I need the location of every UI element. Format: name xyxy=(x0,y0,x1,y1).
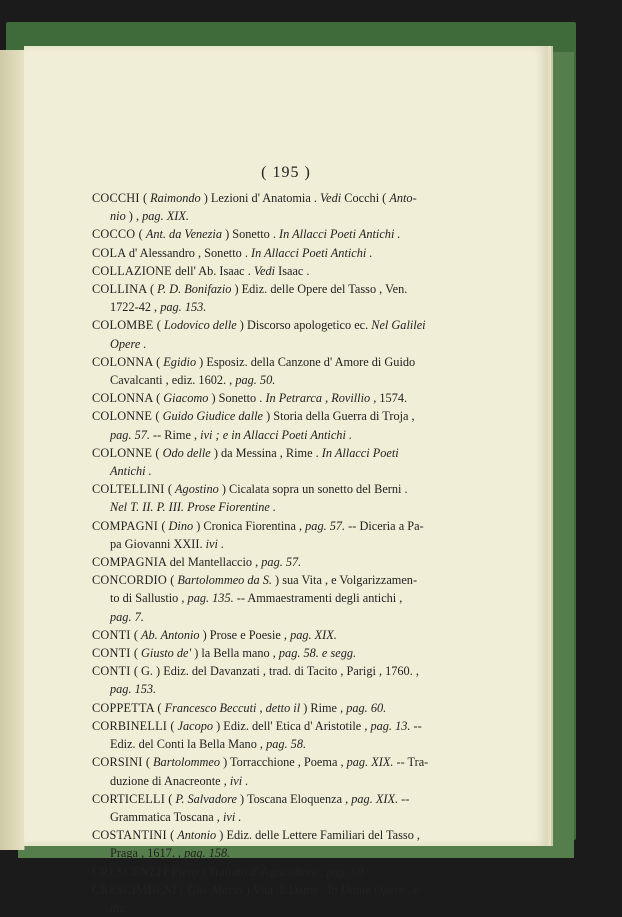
italic-text: Ant. da Venezia xyxy=(145,227,222,242)
entry-heading-line xyxy=(92,407,422,425)
italic-text: Francesco Beccuti , detto il xyxy=(164,700,301,715)
index-entry xyxy=(92,644,422,662)
italic-text: Piero xyxy=(171,864,199,879)
entry-text: ) Prose e Poesie , xyxy=(199,627,291,642)
page-number: ( 195 ) xyxy=(261,164,311,181)
italic-text: Nel Galilei xyxy=(371,318,426,333)
italic-text: P. D. Bonifazio xyxy=(157,282,232,297)
italic-text: ivi . xyxy=(222,809,242,824)
entry-headword: COLLINA xyxy=(92,282,150,297)
entry-text: ) da Messina , Rime . xyxy=(210,445,322,460)
entry-headword: COMPAGNI xyxy=(92,518,162,533)
index-entry xyxy=(92,571,422,626)
entry-headword: COLA xyxy=(92,245,129,260)
index-entry xyxy=(92,480,422,516)
entry-headword: COCCHI xyxy=(92,191,143,205)
entry-text: Ediz. del Conti la Bella Mano , xyxy=(110,737,267,752)
italic-text: In Allacci Poeti Antichi . xyxy=(250,245,373,260)
entry-text: ) Cronica Fiorentina , xyxy=(193,518,306,533)
entry-text: ) Lezioni d' Anatomia . xyxy=(200,191,321,205)
entry-text: ( xyxy=(138,227,146,242)
italic-text: Bartolommeo xyxy=(153,755,220,770)
entry-heading-line xyxy=(92,444,422,462)
italic-text: Anto- xyxy=(389,191,417,205)
entry-text: ( xyxy=(145,755,154,770)
entry-text: -- Tra- xyxy=(393,755,429,770)
entry-headword: COLLAZIONE xyxy=(92,263,176,278)
index-entry xyxy=(92,407,422,443)
entry-headword: COLONNA xyxy=(92,391,157,406)
entry-text: pa Giovanni XXII. xyxy=(110,536,206,551)
entry-heading-line xyxy=(92,353,422,371)
index-entry xyxy=(92,389,422,407)
italic-text: ivi ; e in Allacci Poeti Antichi . xyxy=(200,427,353,442)
entry-continuation-line xyxy=(92,498,422,516)
entry-text: -- xyxy=(410,718,422,733)
italic-text: Giusto de' xyxy=(141,646,192,661)
entry-continuation-line xyxy=(92,535,422,553)
entry-text: ) la Bella mano , xyxy=(191,646,279,661)
entry-headword: CORBINELLI xyxy=(92,718,171,733)
index-entry xyxy=(92,753,429,789)
italic-text: Bartolommeo da S. xyxy=(177,573,272,588)
entry-text: ) Trattato d' Agricoltura , xyxy=(198,864,327,879)
index-entry xyxy=(92,717,422,753)
entry-text: ) Ediz. delle Opere del Tasso , Ven. xyxy=(231,282,408,297)
entry-continuation-line xyxy=(92,426,422,444)
italic-text: pag. 60. xyxy=(346,700,387,715)
entry-text: ( G. ) Ediz. del Davanzati , trad. di Tacito , Parigi , 1760. , xyxy=(133,664,419,679)
italic-text: Guido Giudice dalle xyxy=(162,409,263,424)
entry-heading-line xyxy=(92,826,422,844)
entry-text: ( xyxy=(133,646,142,661)
italic-text: Giacomo xyxy=(163,391,209,406)
italic-text: pag. 153. xyxy=(110,682,157,697)
entry-text: ( xyxy=(149,282,158,297)
italic-text: ivi . xyxy=(229,773,249,788)
italic-text: Antichi . xyxy=(110,464,152,479)
entry-heading-line xyxy=(92,262,422,280)
index-entry xyxy=(92,699,422,717)
index-entry xyxy=(92,790,422,826)
entry-continuation-line xyxy=(92,462,422,480)
entry-text: ) Toscana Eloquenza , xyxy=(236,791,352,806)
entry-headword: CRESCENZI xyxy=(92,864,165,879)
entry-continuation-line xyxy=(92,844,422,862)
facing-page-edge xyxy=(0,50,25,850)
italic-text: pag. XIX. xyxy=(346,755,394,770)
entry-headword: CONTI xyxy=(92,627,134,642)
index-entry xyxy=(92,517,422,553)
index-entry xyxy=(92,626,422,644)
entry-text: -- Diceria a Pa- xyxy=(345,518,424,533)
italic-text: Opere . xyxy=(110,336,147,351)
entry-continuation-line xyxy=(92,207,422,225)
entry-text: duzione di Anacreonte , xyxy=(110,773,230,788)
book-page xyxy=(24,46,548,915)
entry-text: ( xyxy=(155,409,163,424)
entry-text: ) Storia della Guerra di Troja , xyxy=(263,409,415,424)
italic-text: Egidio xyxy=(163,354,197,369)
italic-text: pag. 57. xyxy=(305,518,346,533)
italic-text: Vedi xyxy=(320,191,342,205)
italic-text: pag. XIX. xyxy=(351,791,399,806)
italic-text: pag. 7. xyxy=(110,609,144,624)
italic-text: pag. 135. xyxy=(187,591,234,606)
entry-heading-line xyxy=(92,389,422,407)
index-entry xyxy=(92,280,422,316)
entry-text: ) Esposiz. della Canzone d' Amore di Guido xyxy=(196,354,416,369)
entry-continuation-line xyxy=(92,298,422,316)
entry-text: ) sua Vita , e Volgarizzamen- xyxy=(271,573,418,588)
entry-text: Praga , 1617. , xyxy=(110,846,185,861)
italic-text: In Allacci Poeti Antichi . xyxy=(279,227,401,242)
entry-headword: COPPETTA xyxy=(92,700,158,715)
italic-text: P. Salvadore xyxy=(175,791,237,806)
entry-continuation-line xyxy=(92,589,422,607)
entry-headword: COCCO xyxy=(92,227,139,242)
entry-text: , 1574. xyxy=(370,391,408,406)
index-entry xyxy=(92,881,422,917)
entry-heading-line xyxy=(92,753,429,771)
entry-text: to di Sallustio , xyxy=(110,591,188,606)
italic-text: pag. 57. xyxy=(110,427,150,442)
italic-text: Agostino xyxy=(175,482,219,497)
entry-headword: CONTI xyxy=(92,664,134,679)
italic-text: ivi . xyxy=(205,536,225,551)
entry-headword: CORTICELLI xyxy=(92,791,169,806)
entry-headword: COLONNE xyxy=(92,409,156,424)
italic-text: pag. 153. xyxy=(160,300,207,315)
entry-headword: CONCORDIO xyxy=(92,573,171,588)
italic-text: Odo delle xyxy=(162,445,211,460)
italic-text: pag. 60. xyxy=(326,864,367,879)
entry-text: 1722-42 , xyxy=(110,300,161,315)
index-entries xyxy=(92,189,429,917)
index-entry xyxy=(92,826,422,862)
entry-text: ( xyxy=(142,191,151,205)
entry-continuation-line xyxy=(92,335,422,353)
italic-text: Vedi xyxy=(253,263,276,278)
entry-text: ( xyxy=(170,573,178,588)
entry-text: ( xyxy=(155,445,163,460)
entry-heading-line xyxy=(92,790,422,808)
entry-heading-line xyxy=(92,480,422,498)
italic-text: In Petrarca , Rovillio xyxy=(265,391,371,406)
entry-continuation-line xyxy=(92,772,422,790)
entry-heading-line xyxy=(92,316,426,334)
entry-heading-line xyxy=(92,717,422,735)
entry-text: ) Ediz. dell' Etica d' Aristotile , xyxy=(213,718,371,733)
entry-text: ( xyxy=(157,700,165,715)
italic-text: nio xyxy=(110,209,126,224)
entry-text: ( xyxy=(156,318,164,333)
entry-headword: CONTI xyxy=(92,646,134,661)
index-entry xyxy=(92,316,426,352)
index-entry xyxy=(92,244,422,262)
entry-headword: COMPAGNIA xyxy=(92,555,170,570)
entry-text: ( xyxy=(170,718,178,733)
entry-headword: COLONNE xyxy=(92,445,156,460)
italic-text: Antonio xyxy=(177,828,217,843)
entry-text: ( xyxy=(170,828,178,843)
index-entry xyxy=(92,262,422,280)
italic-text: pag. 57. xyxy=(261,555,302,570)
italic-text: Gio. Mario xyxy=(187,882,243,897)
entry-text: dell' Ab. Isaac . xyxy=(175,263,254,278)
entry-heading-line xyxy=(92,699,422,717)
italic-text: Dino xyxy=(168,518,194,533)
entry-text: Grammatica Toscana , xyxy=(110,809,223,824)
index-entry xyxy=(92,189,422,225)
italic-text: pag. 158. xyxy=(184,846,231,861)
italic-text: Ab. Antonio xyxy=(141,627,200,642)
index-entry xyxy=(92,353,422,389)
entry-text: ( xyxy=(180,882,188,897)
italic-text: Nel T. II. P. III. Prose Fiorentine . xyxy=(110,500,276,515)
entry-heading-line xyxy=(92,244,422,262)
index-entry xyxy=(92,444,422,480)
italic-text: Jacopo xyxy=(177,718,214,733)
entry-continuation-line xyxy=(92,680,422,698)
index-entry xyxy=(92,553,422,571)
entry-text: ) Sonetto . xyxy=(222,227,280,242)
italic-text: pag. XIX. xyxy=(290,627,337,642)
entry-text: ( xyxy=(164,864,172,879)
entry-text: ) Cicalata sopra un sonetto del Berni . xyxy=(218,482,408,497)
entry-heading-line xyxy=(92,225,422,243)
entry-text: ) Discorso apologetico ec. xyxy=(236,318,372,333)
entry-text: d' Alessandro , Sonetto . xyxy=(128,245,251,260)
entry-continuation-line xyxy=(92,371,422,389)
entry-text: Isaac . xyxy=(275,263,310,278)
entry-text: ) Torracchione , Poema , xyxy=(220,755,347,770)
entry-heading-line xyxy=(92,662,422,680)
entry-text: ( xyxy=(161,518,169,533)
entry-text: ) Sonetto . xyxy=(208,391,266,406)
entry-heading-line xyxy=(92,517,422,535)
italic-text: pag. 50. xyxy=(235,373,276,388)
index-entry xyxy=(92,225,422,243)
italic-text: Lodovico delle xyxy=(163,318,237,333)
italic-text: pag. 58. xyxy=(266,737,307,752)
entry-heading-line xyxy=(92,189,422,207)
italic-text: In Dante Opere , e- xyxy=(327,882,423,897)
italic-text: Raimondo xyxy=(150,191,201,205)
entry-text: Cavalcanti , ediz. 1602. , xyxy=(110,373,236,388)
italic-text: pag. 13. xyxy=(370,718,411,733)
entry-text: -- Ammaestramenti degli antichi , xyxy=(233,591,403,606)
entry-continuation-line xyxy=(92,608,422,626)
entry-continuation-line xyxy=(92,899,422,917)
italic-text: pag. 58. e segg. xyxy=(278,646,357,661)
entry-text: ) , xyxy=(125,209,143,224)
entry-heading-line xyxy=(92,881,422,899)
entry-text: ) Rime , xyxy=(300,700,347,715)
entry-heading-line xyxy=(92,553,422,571)
entry-text: ( xyxy=(156,354,164,369)
entry-headword: COLTELLINI xyxy=(92,482,168,497)
entry-headword: CRESCIMBENI xyxy=(92,882,181,897)
italic-text: diz. xyxy=(110,900,128,915)
entry-continuation-line xyxy=(92,735,422,753)
entry-text: Cocchi ( xyxy=(341,191,390,205)
italic-text: pag. XIX. xyxy=(142,209,189,224)
entry-headword: COLOMBE xyxy=(92,318,157,333)
entry-text: ( xyxy=(168,791,176,806)
entry-text: ( xyxy=(133,627,142,642)
entry-headword: CORSINI xyxy=(92,755,146,770)
entry-heading-line xyxy=(92,280,422,298)
italic-text: In Allacci Poeti xyxy=(321,445,399,460)
entry-text: ( xyxy=(167,482,176,497)
entry-heading-line xyxy=(92,644,422,662)
entry-text: -- Rime , xyxy=(149,427,201,442)
entry-text: ) Vita di Dante . xyxy=(242,882,328,897)
index-entry xyxy=(92,662,422,698)
entry-headword: COLONNA xyxy=(92,354,157,369)
entry-heading-line xyxy=(92,626,422,644)
entry-text: ( xyxy=(156,391,164,406)
entry-text: -- xyxy=(398,791,410,806)
entry-headword: COSTANTINI xyxy=(92,828,171,843)
entry-heading-line xyxy=(92,571,422,589)
entry-text: ) Ediz. delle Lettere Familiari del Tasso , xyxy=(216,828,420,843)
entry-text: del Mantellaccio , xyxy=(169,555,262,570)
entry-continuation-line xyxy=(92,808,422,826)
